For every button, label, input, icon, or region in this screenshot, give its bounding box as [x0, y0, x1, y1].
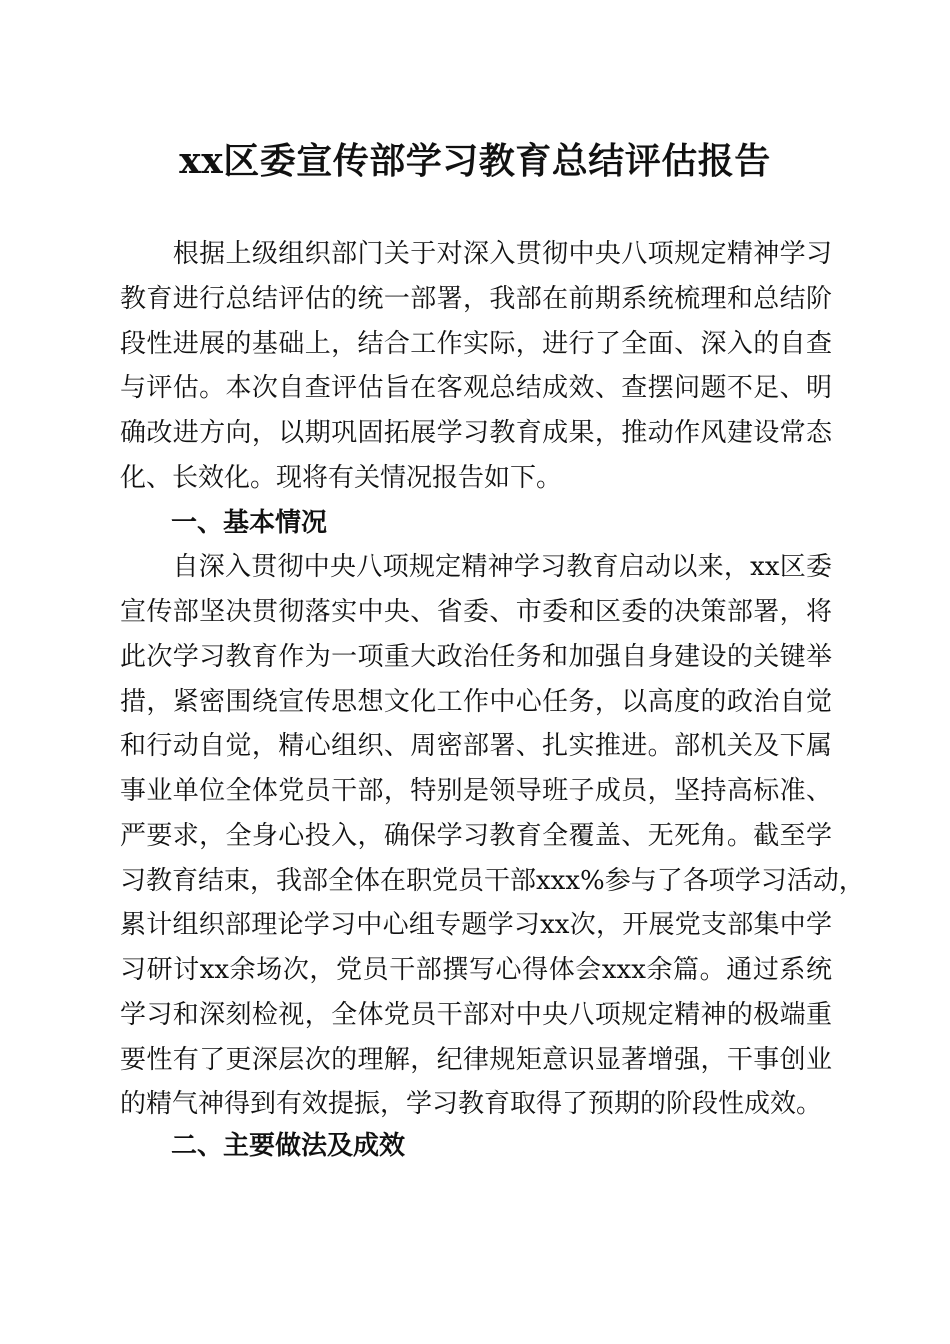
intro-line-6: 化、长效化。现将有关情况报告如下。 — [120, 463, 563, 493]
section1-line-11: 学习和深刻检视，全体党员干部对中央八项规定精神的极端重 — [120, 1000, 832, 1030]
intro-line-1: 根据上级组织部门关于对深入贯彻中央八项规定精神学习 — [120, 239, 832, 269]
section1-line-5: 和行动自觉，精心组织、周密部署、扎实推进。部机关及下属 — [120, 731, 832, 761]
intro-line-4: 与评估。本次自查评估旨在客观总结成效、查摆问题不足、明 — [120, 373, 832, 403]
intro-line-3: 段性进展的基础上，结合工作实际，进行了全面、深入的自查 — [120, 329, 832, 359]
section1-line-12: 要性有了更深层次的理解，纪律规矩意识显著增强，干事创业 — [120, 1045, 832, 1075]
intro-line-2: 教育进行总结评估的统一部署，我部在前期系统梳理和总结阶 — [120, 284, 832, 314]
section1-line-3: 此次学习教育作为一项重大政治任务和加强自身建设的关键举 — [120, 642, 832, 672]
section1-line-2: 宣传部坚决贯彻落实中央、省委、市委和区委的决策部署，将 — [120, 597, 832, 627]
section1-line-1: 自深入贯彻中央八项规定精神学习教育启动以来，xx区委 — [120, 552, 832, 582]
section1-line-9: 累计组织部理论学习中心组专题学习xx次，开展党支部集中学 — [120, 910, 832, 940]
section1-line-7: 严要求，全身心投入，确保学习教育全覆盖、无死角。截至学 — [120, 821, 832, 851]
document-title: xx区委宣传部学习教育总结评估报告 — [179, 140, 771, 182]
section-heading-main-practices: 二、主要做法及成效 — [171, 1131, 406, 1161]
section1-line-8: 习教育结束，我部全体在职党员干部xxx%参与了各项学习活动， — [120, 866, 865, 896]
section1-line-10: 习研讨xx余场次，党员干部撰写心得体会xxx余篇。通过系统 — [120, 955, 832, 985]
section1-line-6: 事业单位全体党员干部，特别是领导班子成员，坚持高标准、 — [120, 776, 832, 806]
section-heading-basic-situation: 一、基本情况 — [171, 508, 328, 538]
section1-line-13: 的精气神得到有效提振，学习教育取得了预期的阶段性成效。 — [120, 1089, 823, 1119]
section1-line-4: 措，紧密围绕宣传思想文化工作中心任务，以高度的政治自觉 — [120, 687, 832, 717]
intro-line-5: 确改进方向，以期巩固拓展学习教育成果，推动作风建设常态 — [120, 418, 832, 448]
